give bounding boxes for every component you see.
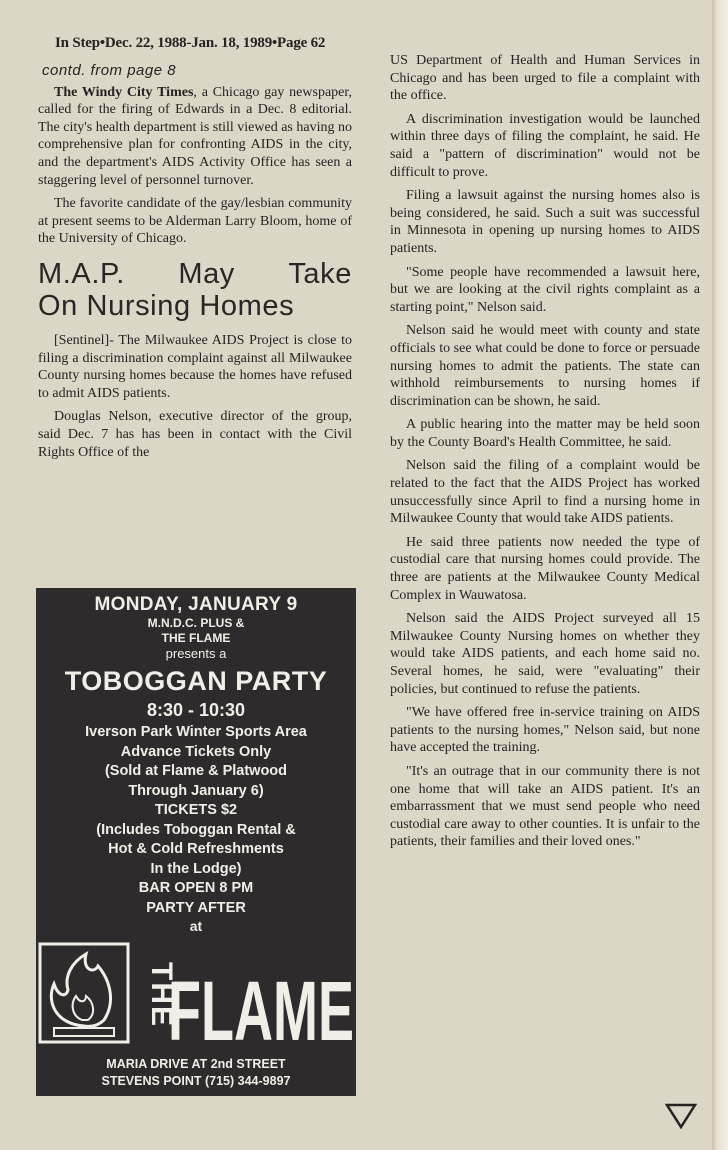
right-column <box>390 52 700 857</box>
logo-the-text: THE <box>145 962 178 1028</box>
ad-at: at <box>189 918 203 934</box>
flame-logo-graphic <box>36 940 356 1058</box>
paragraph: "We have offered free in-service training on AIDS patients to the nursing homes," Nelson said, but none have accepted the training. <box>390 705 700 756</box>
ad-event-title: TOBOGGAN PARTY <box>64 666 328 696</box>
page-edge <box>712 0 728 1150</box>
ad-date: MONDAY, JANUARY 9 <box>94 594 298 615</box>
source-tag: [Sentinel] <box>54 332 110 348</box>
paragraph: Nelson said the filing of a complaint would be related to the fact that the AIDS Project has worked unsuccessfully since April to find a nursing home in Milwaukee County that would take AIDS patients. <box>390 458 700 527</box>
paragraph: "Some people have recommended a lawsuit here, but we are looking at the civil rights complaint as a starting point," Nelson said. <box>390 264 700 315</box>
running-head: In Step•Dec. 22, 1988-Jan. 18, 1989•Page 62 <box>55 35 326 51</box>
continued-arrow-icon <box>664 1102 698 1130</box>
ad-line: Hot & Cold Refreshments <box>108 841 284 857</box>
paragraph: "It's an outrage that in our community there is not one home that will take an AIDS patient. It's an embarrassment that we must send people who need custodial care away to other counties. It is unfair to the patients, their families and their loved ones." <box>390 763 700 850</box>
ad-line: BAR OPEN 8 PM <box>138 880 254 896</box>
publication-name: The Windy City Times <box>54 84 194 100</box>
ad-line: Advance Tickets Only <box>120 743 272 760</box>
paragraph: The favorite candidate of the gay/lesbian community at present seems to be Alderman Larry Bloom, home of the University of Chicago. <box>38 196 352 247</box>
paragraph-text: - The Milwaukee AIDS Project is close to filing a discrimination complaint against all Milwaukee County nursing homes because the homes have refused to admit AIDS patients. <box>38 332 352 401</box>
ad-host-1: M.N.D.C. PLUS & <box>147 616 245 630</box>
ad-line: Iverson Park Winter Sports Area <box>85 724 307 740</box>
logo-flame-text: FLAME <box>168 964 354 1058</box>
paragraph: US Department of Health and Human Services in Chicago and has been urged to file a complaint with the office. <box>390 53 700 104</box>
paragraph: He said three patients now needed the type of custodial care that nursing homes could provide. The three are patients at the Milwaukee County Medical Complex in Wauwatosa. <box>390 534 700 603</box>
ad-line: In the Lodge) <box>150 860 242 877</box>
continued-label: contd. from page 8 <box>42 62 177 79</box>
paragraph: Nelson said he would meet with county and state officials to see what could be done to force or persuade nursing homes to admit the patients. The state can withhold reimbursements to nursing homes if discrimination can be shown, he said. <box>390 323 700 409</box>
headline-line-2: On Nursing Homes <box>38 289 295 322</box>
paragraph <box>38 332 352 402</box>
ad-host-2: THE FLAME <box>161 631 231 645</box>
ad-address-line-1: MARIA DRIVE AT 2nd STREET <box>106 1057 286 1071</box>
paragraph: Douglas Nelson, executive director of the group, said Dec. 7 has has been in contact with the Civil Rights Office of the <box>38 409 352 460</box>
ad-details <box>36 723 356 918</box>
ad-line: (Sold at Flame & Platwood <box>104 763 288 779</box>
ad-line: PARTY AFTER <box>146 899 246 916</box>
left-column <box>38 62 352 467</box>
ad-line: Through January 6) <box>128 782 264 799</box>
paragraph-text: , a Chicago gay newspaper, called for the firing of Edwards in a Dec. 8 editorial. The city's health department is still viewed as having no comprehensive plan for confronting AIDS in the city, and the department's AIDS Activity Office has seen a staggering level of personnel turnover. <box>38 84 352 188</box>
headline-line-1 <box>38 258 352 290</box>
headline-word: M.A.P. <box>38 257 125 290</box>
paragraph: Filing a lawsuit against the nursing homes also is being considered, he said. Such a suit was successful in Minnesota in opening up nursing homes to AIDS patients. <box>390 188 700 256</box>
toboggan-party-ad <box>36 588 356 1096</box>
ad-address <box>36 1056 356 1090</box>
paragraph <box>38 84 352 190</box>
paragraph: A discrimination investigation would be launched within three days of filing the complaint, he said. He said a "pattern of discrimination" would not be difficult to prove. <box>390 111 700 180</box>
ad-line: TICKETS $2 <box>154 802 238 818</box>
ad-address-line-2: STEVENS POINT (715) 344-9897 <box>101 1074 291 1088</box>
the-flame-logo <box>36 940 356 1058</box>
ad-presents: presents a <box>165 646 227 661</box>
paragraph: A public hearing into the matter may be held soon by the County Board's Health Committee, he said. <box>390 417 700 450</box>
article-headline <box>38 258 352 322</box>
ad-time: 8:30 - 10:30 <box>146 700 246 720</box>
ad-line: (Includes Toboggan Rental & <box>96 821 296 838</box>
headline-word: Take <box>288 257 352 290</box>
headline-word: May <box>178 257 235 290</box>
paragraph: Nelson said the AIDS Project surveyed all 15 Milwaukee County Nursing homes on whether they would take AIDS patients, and each home said no. Several homes, he said, were "evaluating" their policies, but continued to refuse the patients. <box>390 611 700 697</box>
